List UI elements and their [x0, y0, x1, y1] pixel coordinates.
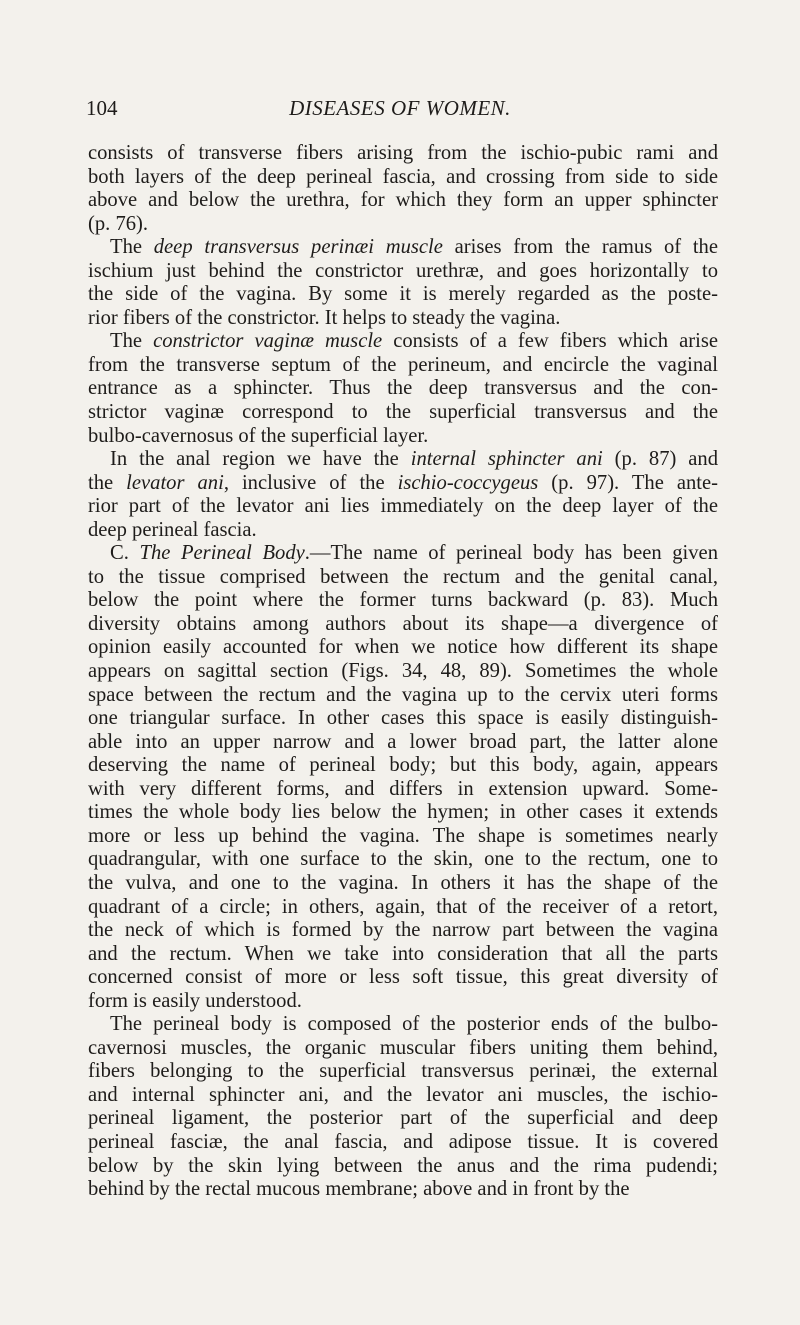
text-line	[88, 731, 718, 755]
text-run: entrance as a sphincter. Thus the deep transversus and the con-	[88, 377, 718, 400]
text-line	[88, 1131, 718, 1155]
text-line	[88, 1155, 718, 1179]
text-run: the neck of which is formed by the narrow part between the vagina	[88, 919, 718, 942]
text-run: behind by the rectal mucous membrane; above and in front by the	[88, 1178, 630, 1201]
text-run: the vulva, and one to the vagina. In others it has the shape of the	[88, 871, 718, 894]
text-line	[88, 425, 718, 449]
text-line	[88, 377, 718, 401]
text-run: rior part of the levator ani lies immediately on the deep layer of the	[88, 495, 718, 518]
text-line	[88, 495, 718, 519]
text-line	[88, 684, 718, 708]
text-run: with very different forms, and differs in extension upward. Some-	[88, 777, 718, 800]
text-line	[88, 990, 718, 1014]
text-run: more or less up behind the vagina. The shape is sometimes nearly	[88, 824, 718, 847]
text-run: quadrant of a circle; in others, again, that of the receiver of a retort,	[88, 895, 718, 918]
text-line	[88, 589, 718, 613]
text-run: concerned consist of more or less soft tissue, this great diversity of	[88, 966, 718, 989]
text-line	[88, 448, 718, 472]
text-line	[88, 1178, 718, 1202]
text-run: perineal ligament, the posterior part of the superficial and deep	[88, 1107, 718, 1130]
text-line	[88, 1037, 718, 1061]
paragraph	[88, 236, 718, 330]
text-line	[88, 943, 718, 967]
text-run: below by the skin lying between the anus and the rima pudendi;	[88, 1154, 718, 1177]
italic-term: constrictor vaginæ muscle	[153, 330, 383, 353]
text-line	[88, 283, 718, 307]
text-run: The	[110, 236, 154, 259]
text-run: consists of a few fibers which arise	[382, 330, 718, 353]
body-text	[88, 142, 718, 1202]
page-header	[86, 96, 714, 126]
text-run: In the anal region we have the	[110, 448, 411, 471]
text-line	[88, 472, 718, 496]
text-run: deserving the name of perineal body; but this body, again, appears	[88, 754, 718, 777]
text-line	[88, 1084, 718, 1108]
paragraph	[88, 330, 718, 448]
text-line	[88, 919, 718, 943]
italic-term: ischio-coccygeus	[397, 471, 539, 494]
page-number: 104	[86, 96, 118, 120]
text-line	[88, 966, 718, 990]
text-run: form is easily understood.	[88, 989, 302, 1012]
text-run: consists of transverse fibers arising from the ischio-pubic rami and	[88, 142, 718, 164]
text-run: strictor vaginæ correspond to the superficial transversus and the	[88, 401, 718, 424]
text-run: to the tissue comprised between the rectum and the genital canal,	[88, 565, 718, 588]
text-line	[88, 566, 718, 590]
text-run: ischium just behind the constrictor urethræ, and goes horizontally to	[88, 259, 718, 282]
italic-term: deep transversus perinæi muscle	[153, 236, 443, 259]
text-run: both layers of the deep perineal fascia, and crossing from side to side	[88, 165, 718, 188]
text-run: (p. 97). The ante-	[538, 471, 718, 494]
text-run: fibers belonging to the superficial transversus perinæi, the external	[88, 1060, 718, 1083]
text-line	[88, 330, 718, 354]
text-run: space between the rectum and the vagina up to the cervix uteri forms	[88, 683, 718, 706]
text-run: cavernosi muscles, the organic muscular fibers uniting them behind,	[88, 1036, 718, 1059]
text-run: and the rectum. When we take into consideration that all the parts	[88, 942, 718, 965]
text-line	[88, 1013, 718, 1037]
text-run: C.	[110, 542, 140, 565]
text-run: above and below the urethra, for which they form an upper sphincter	[88, 189, 718, 212]
text-run: the	[88, 471, 127, 494]
text-run: one triangular surface. In other cases this space is easily distinguish-	[88, 707, 718, 730]
text-run: able into an upper narrow and a lower broad part, the latter alone	[88, 730, 718, 753]
text-line	[88, 519, 718, 543]
text-run: , inclusive of the	[223, 471, 398, 494]
text-line	[88, 542, 718, 566]
text-run: deep perineal fascia.	[88, 518, 257, 541]
text-line	[88, 872, 718, 896]
text-run: the side of the vagina. By some it is merely regarded as the poste-	[88, 283, 718, 306]
text-line	[88, 1107, 718, 1131]
paragraph	[88, 142, 718, 236]
text-line	[88, 636, 718, 660]
text-run: opinion easily accounted for when we notice how different its shape	[88, 636, 718, 659]
text-line	[88, 754, 718, 778]
text-run: from the transverse septum of the perineum, and encircle the vaginal	[88, 353, 718, 376]
text-line	[88, 660, 718, 684]
text-run: appears on sagittal section (Figs. 34, 48, 89). Sometimes the whole	[88, 660, 718, 683]
text-run: rior fibers of the constrictor. It helps to steady the vagina.	[88, 306, 561, 329]
text-line	[88, 896, 718, 920]
text-run: below the point where the former turns backward (p. 83). Much	[88, 589, 718, 612]
text-run: perineal fasciæ, the anal fascia, and adipose tissue. It is covered	[88, 1130, 718, 1153]
text-line	[88, 307, 718, 331]
text-line	[88, 236, 718, 260]
text-line	[88, 825, 718, 849]
text-line	[88, 354, 718, 378]
text-run: and internal sphincter ani, and the levator ani muscles, the ischio-	[88, 1083, 718, 1106]
text-line	[88, 1060, 718, 1084]
text-line	[88, 260, 718, 284]
text-line	[88, 142, 718, 166]
text-line	[88, 213, 718, 237]
text-line	[88, 707, 718, 731]
text-line	[88, 166, 718, 190]
italic-term: The Perineal Body	[139, 542, 305, 565]
text-line	[88, 189, 718, 213]
text-line	[88, 848, 718, 872]
text-run: The	[110, 330, 154, 353]
text-run: (p. 87) and	[602, 448, 719, 471]
text-run: times the whole body lies below the hymen; in other cases it extends	[88, 801, 718, 824]
text-run: The perineal body is composed of the posterior ends of the bulbo-	[110, 1013, 718, 1036]
text-run: diversity obtains among authors about its shape—a divergence of	[88, 612, 718, 635]
running-head: DISEASES OF WOMEN.	[289, 96, 511, 120]
text-line	[88, 778, 718, 802]
paragraph	[88, 448, 718, 542]
text-run: (p. 76).	[88, 212, 149, 235]
text-run: quadrangular, with one surface to the skin, one to the rectum, one to	[88, 848, 718, 871]
text-line	[88, 613, 718, 637]
italic-term: levator ani	[126, 471, 224, 494]
text-line	[88, 801, 718, 825]
paragraph	[88, 1013, 718, 1201]
text-line	[88, 401, 718, 425]
text-run: arises from the ramus of the	[442, 236, 718, 259]
italic-term: internal sphincter ani	[410, 448, 603, 471]
text-run: .—The name of perineal body has been given	[304, 542, 718, 565]
text-run: bulbo-cavernosus of the superficial layer.	[88, 424, 429, 447]
paragraph	[88, 542, 718, 1013]
